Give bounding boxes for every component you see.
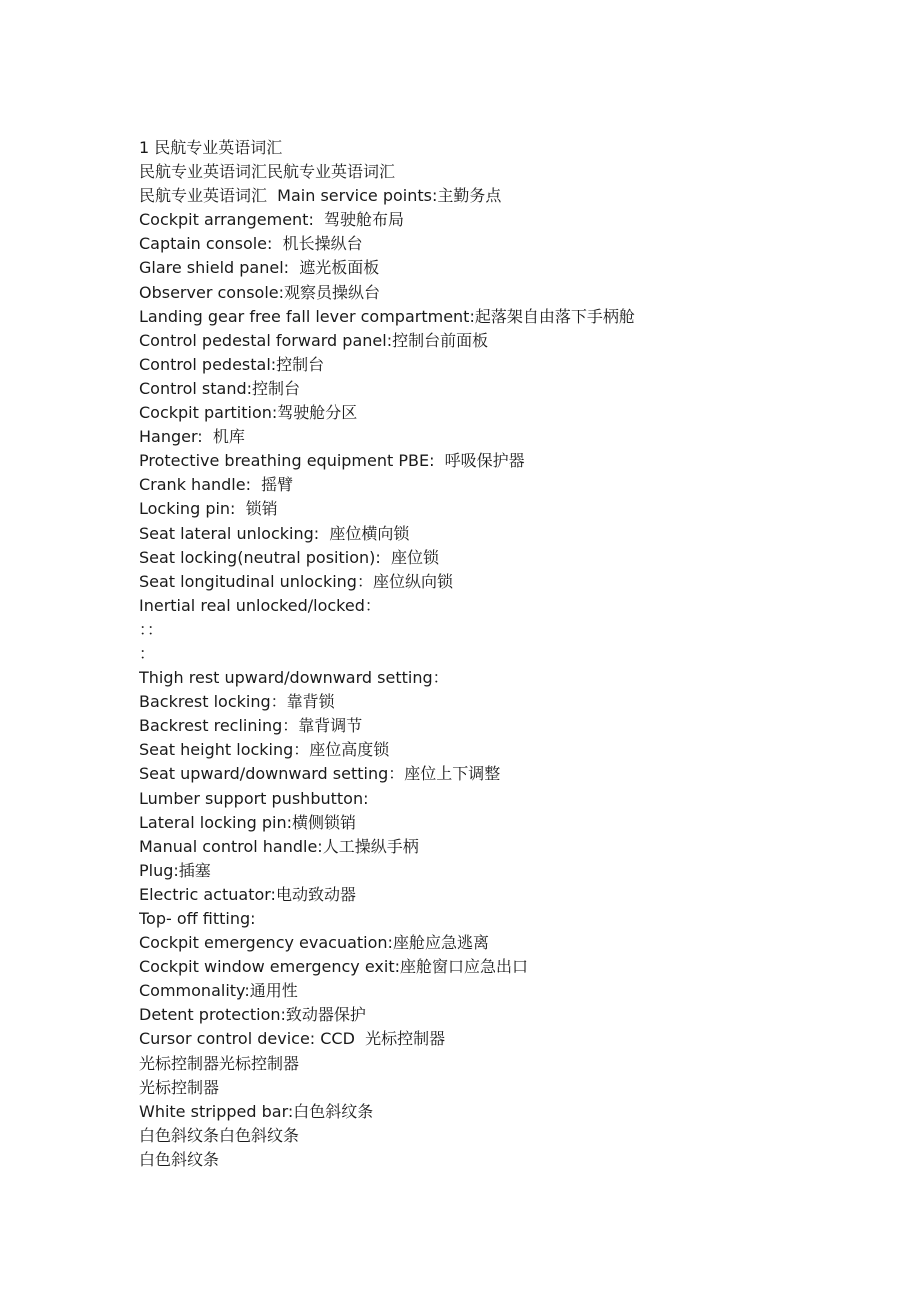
document-line: Commonality:通用性 [139, 981, 298, 1001]
document-line: Control stand:控制台 [139, 378, 301, 398]
document-line: Detent protection:致动器保护 [139, 1005, 366, 1025]
document-line: Manual control handle:人工操纵手柄 [139, 836, 419, 856]
document-line: Backrest reclining：靠背调节 [139, 716, 363, 736]
document-line: Seat upward/downward setting：座位上下调整 [139, 764, 501, 784]
document-line: Control pedestal forward panel:控制台前面板 [139, 330, 489, 350]
document-line: Seat lateral unlocking: 座位横向锁 [139, 523, 410, 543]
document-line: ：： [139, 619, 164, 639]
document-line: Landing gear free fall lever compartment:起落架自由落下手柄舱 [139, 306, 635, 326]
document-line: 白色斜纹条 [139, 1149, 220, 1169]
document-line: Observer console:观察员操纵台 [139, 282, 381, 302]
document-body [139, 136, 859, 1172]
document-line: Inertial real unlocked/locked： [139, 595, 381, 615]
document-line: Locking pin: 锁销 [139, 499, 278, 519]
document-line: Cockpit window emergency exit:座舱窗口应急出口 [139, 957, 528, 977]
document-line: Backrest locking：靠背锁 [139, 692, 335, 712]
document-line: Protective breathing equipment PBE: 呼吸保护器 [139, 451, 525, 471]
document-line: 白色斜纹条白色斜纹条 [139, 1125, 300, 1145]
document-line: Lumber support pushbutton: [139, 788, 369, 808]
document-line: 光标控制器光标控制器 [139, 1053, 300, 1073]
document-line: Seat longitudinal unlocking：座位纵向锁 [139, 571, 453, 591]
document-line: Lateral locking pin:横侧锁销 [139, 812, 357, 832]
document-line: Cursor control device: CCD 光标控制器 [139, 1029, 446, 1049]
document-line: Electric actuator:电动致动器 [139, 884, 356, 904]
document-line: Hanger: 机库 [139, 427, 245, 447]
document-line: 民航专业英语词汇民航专业英语词汇 [139, 162, 396, 182]
document-line: 光标控制器 [139, 1077, 220, 1097]
document-line: Control pedestal:控制台 [139, 354, 325, 374]
document-line: Top- off fitting: [139, 909, 256, 928]
document-line: Crank handle: 摇臂 [139, 475, 294, 495]
document-line: 民航专业英语词汇 Main service points:主勤务点 [139, 186, 502, 206]
document-line: Captain console: 机长操纵台 [139, 234, 363, 254]
document-line: Cockpit partition:驾驶舱分区 [139, 403, 358, 423]
document-line: Thigh rest upward/downward setting： [139, 668, 449, 688]
document-line: Cockpit arrangement: 驾驶舱布局 [139, 210, 405, 230]
document-line: 1 民航专业英语词汇 [139, 138, 283, 157]
document-line: White stripped bar:白色斜纹条 [139, 1101, 374, 1121]
document-line: Seat locking(neutral position): 座位锁 [139, 547, 439, 567]
document-line: Seat height locking：座位高度锁 [139, 740, 390, 760]
document-line: ： [139, 643, 156, 663]
document-line: Cockpit emergency evacuation:座舱应急逃离 [139, 933, 489, 953]
document-line: Glare shield panel: 遮光板面板 [139, 258, 380, 278]
document-line: Plug:插塞 [139, 860, 211, 880]
